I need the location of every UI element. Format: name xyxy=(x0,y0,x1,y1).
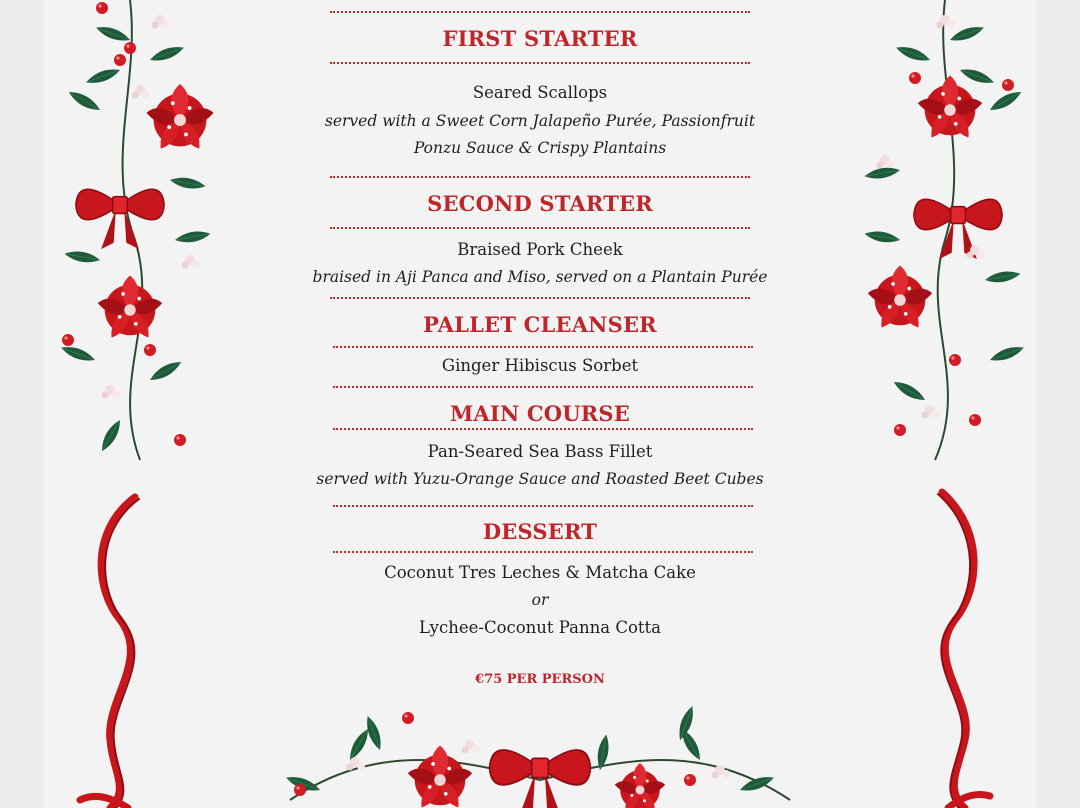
dish-separator: or xyxy=(531,591,549,609)
course-heading-first-starter: FIRST STARTER xyxy=(442,26,638,51)
dish-description: served with Yuzu-Orange Sauce and Roasted Beet Cubes xyxy=(316,470,764,488)
dish-name: Braised Pork Cheek xyxy=(457,240,623,259)
divider xyxy=(333,551,753,553)
divider xyxy=(333,346,753,348)
dish-description: braised in Aji Panca and Miso, served on a Plantain Purée xyxy=(312,268,768,286)
divider xyxy=(330,11,750,13)
course-heading-pallet-cleanser: PALLET CLEANSER xyxy=(423,312,657,337)
divider xyxy=(333,386,753,388)
dish-name: Coconut Tres Leches & Matcha Cake xyxy=(384,563,696,582)
course-heading-dessert: DESSERT xyxy=(482,519,598,544)
price-label: €75 PER PERSON xyxy=(475,672,605,687)
dish-name: Pan-Seared Sea Bass Fillet xyxy=(427,442,653,461)
divider xyxy=(330,62,750,64)
dish-description: Ponzu Sauce & Crispy Plantains xyxy=(413,139,667,157)
dish-name: Ginger Hibiscus Sorbet xyxy=(441,356,639,375)
divider xyxy=(330,176,750,178)
dish-name: Seared Scallops xyxy=(472,83,608,102)
dish-description: served with a Sweet Corn Jalapeño Purée, Passionfruit xyxy=(324,112,756,130)
course-heading-second-starter: SECOND STARTER xyxy=(427,191,653,216)
dish-name-alt: Lychee-Coconut Panna Cotta xyxy=(418,618,661,637)
divider xyxy=(330,227,750,229)
divider xyxy=(333,428,753,430)
course-heading-main-course: MAIN COURSE xyxy=(449,401,630,426)
divider xyxy=(333,505,753,507)
divider xyxy=(330,297,750,299)
